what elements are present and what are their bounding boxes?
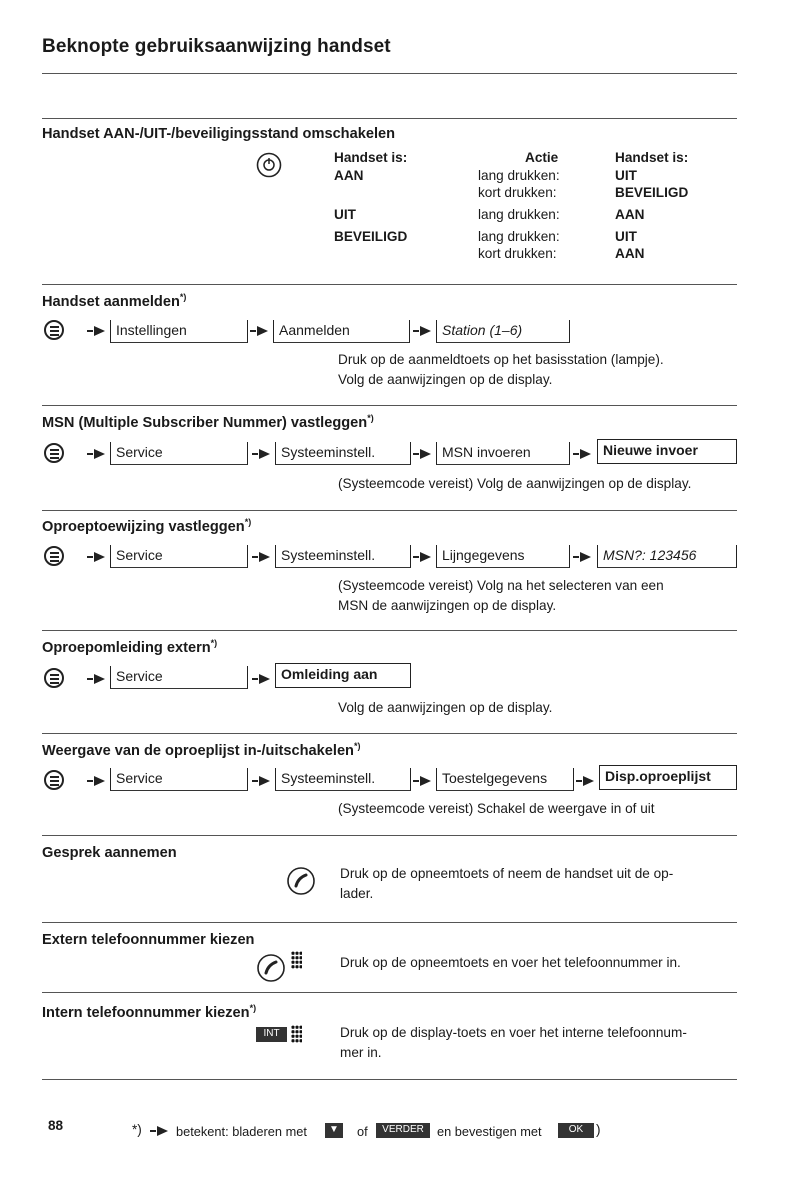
menu-box-systeeminstell[interactable]: Systeeminstell.: [275, 442, 411, 465]
menu-icon: [44, 546, 64, 566]
section-title-register: [42, 292, 186, 310]
divider: [42, 405, 737, 406]
arrow-icon: [87, 775, 107, 787]
down-key-icon: ▼: [325, 1123, 343, 1138]
menu-box-aanmelden[interactable]: Aanmelden: [273, 320, 410, 343]
action-cell: lang drukken:: [478, 229, 560, 244]
page-title: Beknopte gebruiksaanwijzing handset: [42, 36, 391, 57]
keypad-icon: [291, 951, 302, 969]
footnote-star: *): [132, 1122, 142, 1137]
menu-icon: [44, 320, 64, 340]
footnote-mark: *): [367, 413, 374, 423]
arrow-icon: [576, 775, 596, 787]
description: Volg de aanwijzingen op de display.: [338, 372, 553, 387]
arrow-icon: [87, 448, 107, 460]
divider: [42, 510, 737, 511]
col-header-result: Handset is:: [615, 150, 689, 165]
divider: [42, 284, 737, 285]
result-cell: UIT: [615, 229, 637, 244]
menu-box-instellingen[interactable]: Instellingen: [110, 320, 248, 343]
arrow-icon: [413, 551, 433, 563]
arrow-icon: [413, 775, 433, 787]
footnote-mark: *): [249, 1003, 257, 1013]
menu-icon: [44, 668, 64, 688]
divider: [42, 630, 737, 631]
menu-box-service[interactable]: Service: [110, 442, 248, 465]
description: Druk op de opneemtoets en voer het telefoonnummer in.: [340, 955, 681, 970]
power-key-icon: [256, 152, 282, 178]
description: Druk op de display-toets en voer het interne telefoonnum-: [340, 1025, 687, 1040]
section-title-answer: Gesprek aannemen: [42, 845, 177, 861]
ok-key: OK: [558, 1123, 594, 1138]
section-title-text: Oproepomleiding extern: [42, 639, 211, 656]
section-title-text: Weergave van de oproeplijst in-/uitschakelen: [42, 742, 354, 759]
action-cell: lang drukken:: [478, 207, 560, 222]
talk-key-icon: [286, 866, 316, 896]
description: Druk op de aanmeldtoets op het basisstation (lampje).: [338, 352, 664, 367]
arrow-icon: [573, 448, 593, 460]
menu-box-service[interactable]: Service: [110, 666, 248, 689]
description: MSN de aanwijzingen op de display.: [338, 598, 557, 613]
menu-box-systeeminstell[interactable]: Systeeminstell.: [275, 768, 411, 791]
state-cell: UIT: [334, 207, 356, 222]
result-cell: AAN: [615, 246, 645, 261]
description: Druk op de opneemtoets of neem de handset uit de op-: [340, 866, 674, 881]
arrow-icon: [252, 775, 272, 787]
description: Volg de aanwijzingen op de display.: [338, 700, 553, 715]
state-cell: BEVEILIGD: [334, 229, 408, 244]
footnote-mark: *): [244, 517, 252, 527]
footnote-text: betekent: bladeren met: [176, 1124, 307, 1139]
menu-icon: [44, 443, 64, 463]
action-cell: lang drukken:: [478, 168, 560, 183]
divider: [42, 118, 737, 119]
section-title-text: Intern telefoonnummer kiezen: [42, 1004, 250, 1021]
divider: [42, 835, 737, 836]
description: (Systeemcode vereist) Schakel de weergave in of uit: [338, 801, 655, 816]
section-title-text: Handset aanmelden: [42, 293, 180, 310]
footnote-mark: *): [179, 292, 187, 302]
col-header-state: Handset is:: [334, 150, 408, 165]
menu-box-toestelgegevens[interactable]: Toestelgegevens: [436, 768, 574, 791]
divider: [42, 922, 737, 923]
verder-key: VERDER: [376, 1123, 430, 1138]
arrow-icon: [252, 673, 272, 685]
section-title-onoff: Handset AAN-/UIT-/beveiligingsstand omschakelen: [42, 126, 396, 142]
section-title-text: MSN (Multiple Subscriber Nummer) vastleggen: [42, 414, 368, 431]
arrow-icon: [252, 448, 272, 460]
arrow-icon: [413, 448, 433, 460]
section-title-forward: [42, 638, 217, 656]
result-cell: AAN: [615, 207, 645, 222]
arrow-icon: [87, 673, 107, 685]
col-header-action: Actie: [525, 150, 559, 165]
menu-box-msn-value[interactable]: MSN?: 123456: [597, 545, 737, 568]
footnote-close: ): [596, 1122, 601, 1137]
arrow-icon: [573, 551, 593, 563]
divider: [42, 73, 737, 74]
arrow-icon: [150, 1125, 170, 1137]
menu-box-station[interactable]: Station (1–6): [436, 320, 570, 343]
page-number: 88: [48, 1118, 64, 1133]
action-cell: kort drukken:: [478, 246, 557, 261]
arrow-icon: [87, 325, 107, 337]
section-title-assign: [42, 517, 251, 535]
menu-box-systeeminstell[interactable]: Systeeminstell.: [275, 545, 411, 568]
action-cell: kort drukken:: [478, 185, 557, 200]
int-key: INT: [256, 1027, 287, 1042]
menu-box-service[interactable]: Service: [110, 768, 248, 791]
arrow-icon: [252, 551, 272, 563]
footnote-text: en bevestigen met: [437, 1124, 542, 1139]
description: lader.: [340, 886, 374, 901]
footnote-text: of: [357, 1124, 368, 1139]
description: mer in.: [340, 1045, 382, 1060]
talk-key-icon: [256, 953, 286, 983]
section-title-msn: [42, 413, 374, 431]
arrow-icon: [250, 325, 270, 337]
section-title-internal: [42, 1003, 256, 1021]
section-title-external: Extern telefoonnummer kiezen: [42, 932, 255, 948]
menu-box-msn-invoeren[interactable]: MSN invoeren: [436, 442, 570, 465]
footnote-mark: *): [210, 638, 218, 648]
menu-box-service[interactable]: Service: [110, 545, 248, 568]
section-title-text: Oproeptoewijzing vastleggen: [42, 518, 245, 535]
menu-box-lijngegevens[interactable]: Lijngegevens: [436, 545, 570, 568]
menu-icon: [44, 770, 64, 790]
state-cell: AAN: [334, 168, 364, 183]
divider: [42, 733, 737, 734]
divider: [42, 1079, 737, 1080]
menu-box-omleiding-aan[interactable]: Omleiding aan: [275, 663, 411, 688]
description: (Systeemcode vereist) Volg na het selecteren van een: [338, 578, 664, 593]
keypad-icon: [291, 1025, 302, 1043]
footnote-mark: *): [353, 741, 361, 751]
description: (Systeemcode vereist) Volg de aanwijzingen op de display.: [338, 476, 692, 491]
divider: [42, 992, 737, 993]
arrow-icon: [87, 551, 107, 563]
menu-box-disp-oproeplijst[interactable]: Disp.oproeplijst: [599, 765, 737, 790]
result-cell: UIT: [615, 168, 637, 183]
menu-box-nieuwe-invoer[interactable]: Nieuwe invoer: [597, 439, 737, 464]
result-cell: BEVEILIGD: [615, 185, 689, 200]
arrow-icon: [413, 325, 433, 337]
section-title-calllist: [42, 741, 360, 759]
